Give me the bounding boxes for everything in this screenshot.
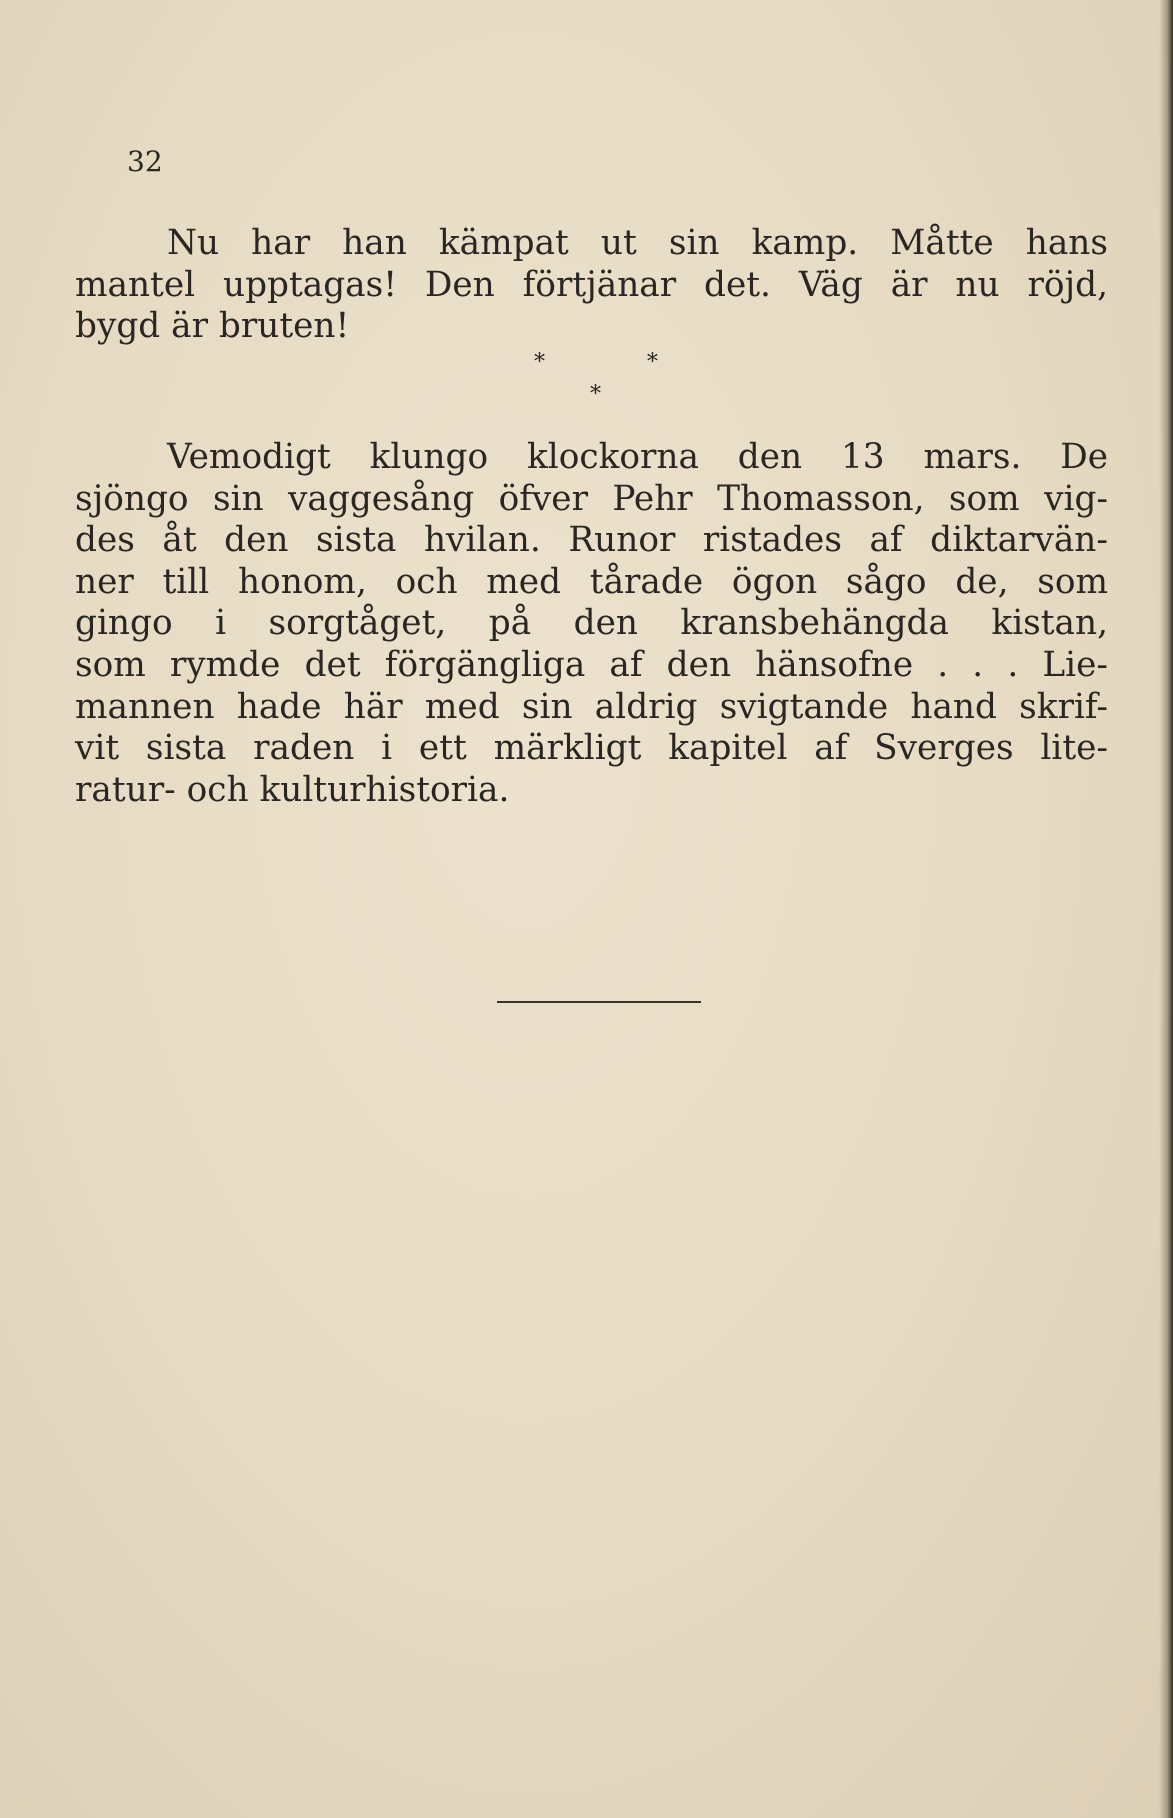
paragraph-2-line: Vemodigt klungo klockorna den 13 mars. De: [167, 437, 1108, 477]
paragraph-2-line: sjöngo sin vaggesång öfver Pehr Thomasson, som vig-: [75, 478, 1108, 519]
paragraph-2-line: som rymde det förgängliga af den hänsofne . . . Lie-: [75, 644, 1108, 685]
section-asterisk: *: [590, 382, 601, 407]
paragraph-2-line: vit sista raden i ett märkligt kapitel af Sverges lite-: [75, 728, 1108, 769]
paragraph-2-line: mannen hade här med sin aldrig svigtande hand skrif-: [75, 686, 1108, 727]
paragraph-2-line: ratur- och kulturhistoria.: [75, 769, 510, 810]
page-number: 32: [127, 145, 163, 178]
paragraph-2: [75, 437, 1108, 811]
paragraph-2-line: ner till honom, och med tårade ögon sågo de, som: [75, 561, 1108, 602]
paragraph-1-line: bygd är bruten!: [75, 306, 350, 347]
section-asterisk: *: [534, 350, 545, 375]
paragraph-2-line: gingo i sorgtåget, på den kransbehängda kistan,: [75, 603, 1108, 644]
paragraph-1-line: mantel upptagas! Den förtjänar det. Väg är nu röjd,: [75, 264, 1108, 305]
paragraph-1: [75, 223, 1108, 348]
paragraph-2-line: des åt den sista hvilan. Runor ristades af diktarvän-: [75, 520, 1108, 561]
end-rule: [497, 1001, 701, 1003]
paragraph-1-line: Nu har han kämpat ut sin kamp. Måtte hans: [167, 223, 1108, 263]
page-edge-shadow: [1159, 0, 1173, 1818]
section-asterisk: *: [647, 350, 658, 375]
